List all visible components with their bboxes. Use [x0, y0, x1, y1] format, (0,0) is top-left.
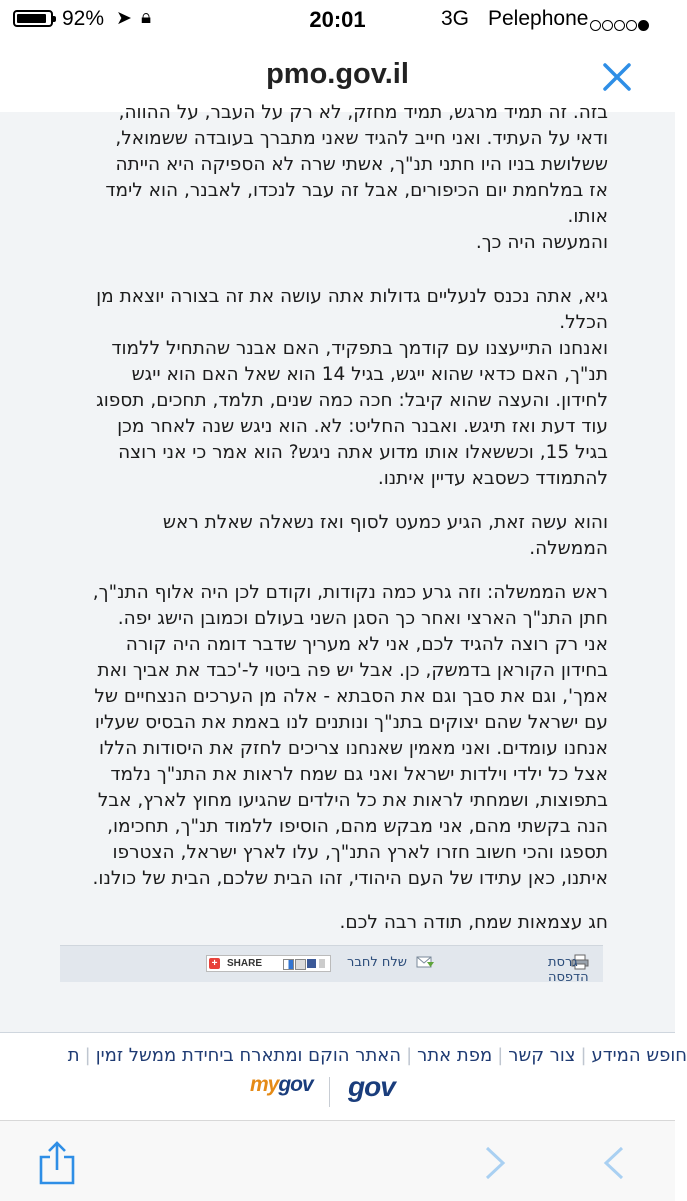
article-line: הכלל.: [559, 312, 608, 333]
article-body: [63, 100, 608, 954]
orientation-lock-icon: 🔒︎: [141, 7, 152, 28]
paragraph-2: [63, 284, 608, 492]
article-line: תספגו והכי חשוב חזרו לארץ התנ"ך, עלו לארץ ישראל, הצטרפו: [112, 842, 608, 863]
facebook-icon: [307, 959, 316, 968]
article-line: והמעשה היה כך.: [475, 232, 608, 253]
paragraph-4: [63, 580, 608, 892]
more-icon: [319, 959, 325, 968]
share-button[interactable]: [206, 955, 331, 972]
mygov-logo-gov: gov: [278, 1073, 313, 1096]
signal-dot: [614, 20, 625, 31]
signal-dot: [638, 20, 649, 31]
article-line: עוד דעת ואז תיגש. ואבנר החליט: לא. הוא ניגש שנה לאחר מכן: [117, 416, 608, 437]
browser-toolbar: [0, 1120, 675, 1201]
site-domain[interactable]: pmo.gov.il: [266, 58, 409, 90]
close-icon[interactable]: [598, 58, 636, 96]
article-line: להתמודד כשסבא עדיין איתנו.: [377, 468, 608, 489]
paragraph-1: [63, 100, 608, 256]
share-bar: [60, 945, 603, 985]
article-line: ואנחנו התייעצנו עם קודמך בתפקיד, האם אבנר שהתחיל ללמוד: [111, 338, 608, 359]
article-line: בתפוצות, ושמחתי לראות את כל הילדים שהגיעו מחוץ לארץ, אבל: [97, 790, 608, 811]
paragraph-5: [63, 910, 608, 936]
gov-logo[interactable]: gov: [348, 1071, 395, 1102]
article-line: תנ"ך, האם כדאי שהוא ייגש, בגיל 14 הוא שאל האם הוא ייגש: [131, 364, 608, 385]
footer-link-sitemap[interactable]: מפת אתר: [417, 1045, 493, 1066]
signal-strength-icon: [590, 13, 650, 37]
footer-link-cut[interactable]: ת: [67, 1045, 80, 1066]
footer-link-hosting[interactable]: האתר הוקם ומתארח ביחידת ממשל זמין: [95, 1045, 402, 1066]
footer-links: חופש המידע|צור קשר|מפת אתר|האתר הוקם ומתארח ביחידת ממשל זמין|ת: [67, 1045, 687, 1066]
article-line: ששלושת בניו היו חתני תנ"ך, אשתי שרה לא הספיקה היא הייתה: [115, 154, 608, 175]
article-line: אותו.: [567, 206, 608, 227]
status-bar: [0, 0, 675, 40]
share-button-label: SHARE: [227, 958, 263, 969]
digg-icon: [295, 959, 306, 970]
delicious-icon: [283, 959, 294, 970]
battery-percent: 92%: [62, 7, 105, 30]
send-to-friend-icon[interactable]: [416, 955, 434, 969]
article-line: והוא עשה זאת, הגיע כמעט לסוף ואז נשאלה שאלת ראש: [162, 512, 608, 533]
article-line: גיא, אתה נכנס לנעליים גדולות אתה עושה את זה בצורה יוצאת מן: [96, 286, 608, 307]
print-version-link[interactable]: גרסת הדפסה: [548, 955, 589, 985]
plus-icon: +: [209, 958, 220, 969]
article-line: הנה בקשתי מהם, אני מבקש מהם, הוסיפו ללמוד תנ"ך, תחכימו,: [107, 816, 608, 837]
article-content: [0, 102, 675, 1032]
carrier-name: Pelephone: [488, 7, 589, 30]
article-line: לחידון. והעצה שהוא קיבל: חכה כמה שנים, תלמד, תחכים, תספוג: [96, 390, 608, 411]
logo-divider: [329, 1077, 330, 1107]
article-line: בחידון הקוראן בדמשק, כן. אבל יש פה ביטוי ל-'כבד את אביך ואת: [97, 660, 608, 681]
network-type: 3G: [441, 7, 470, 30]
article-line: אמך', וגם את סבך וגם את הסבתא - אלה מן הערכים הנצחיים של: [94, 686, 608, 707]
chevron-left-icon[interactable]: [601, 1145, 627, 1181]
paragraph-3: [63, 510, 608, 562]
clock: 20:01: [309, 7, 366, 32]
share-icon[interactable]: [37, 1141, 77, 1185]
location-arrow-icon: ➤: [116, 8, 132, 29]
article-line: אז במלחמת יום הכיפורים, אבל זה עבר לנכדו, לאבנר, הוא לימד: [105, 180, 608, 201]
mygov-logo-my: my: [250, 1073, 279, 1096]
article-line: ודאי על העתיד. ואני חייב להגיד שאני מתברך בעובדה ששמואל,: [115, 128, 608, 149]
article-line: אנחנו עומדים. ואני מאמין שאנחנו צריכים לחזק את היסודות הללו: [99, 738, 608, 759]
site-footer: [0, 1032, 687, 1121]
article-line: אני רק רוצה להגיד לכם, אני לא מעריך שדבר דומה היה קורה: [125, 634, 608, 655]
article-line: הממשלה.: [529, 538, 608, 559]
chevron-right-icon[interactable]: [482, 1145, 508, 1181]
mygov-logo[interactable]: [250, 1073, 313, 1097]
article-line: ראש הממשלה: וזה גרע כמה נקודות, וקודם לכן היה אלוף התנ"ך,: [92, 582, 608, 603]
send-to-friend-link[interactable]: שלח לחבר: [347, 955, 407, 970]
signal-dot: [590, 20, 601, 31]
signal-dot: [602, 20, 613, 31]
footer-link-contact[interactable]: צור קשר: [508, 1045, 576, 1066]
article-line: חתן התנ"ך הארצי ואחר כך הסגן השני בעולם וכמובן הישג יפה.: [117, 608, 608, 629]
article-line: חג עצמאות שמח, תודה רבה לכם.: [339, 912, 608, 933]
article-line: אצל כל ילדי וילדות ישראל ואני גם שמח לראות את התנ"ך נלמד: [110, 764, 608, 785]
signal-dot: [626, 20, 637, 31]
footer-link-freedom-of-info[interactable]: חופש המידע: [591, 1045, 687, 1066]
article-line: בגיל 15, וכששאלו אותו מדוע אתה ניגש? הוא אמר כי אני רוצה: [118, 442, 608, 463]
article-line: איתנו, כאן עתידו של העם היהודי, זהו הבית שלכם, הבית של כולנו.: [92, 868, 608, 889]
article-line: עם ישראל שהם יצוקים בתנ"ך ונותנים לנו באמת את הבסיס שעליו: [94, 712, 608, 733]
article-line: בזה. זה תמיד מרגש, תמיד מחזק, לא רק על העבר, על ההווה,: [118, 102, 608, 123]
